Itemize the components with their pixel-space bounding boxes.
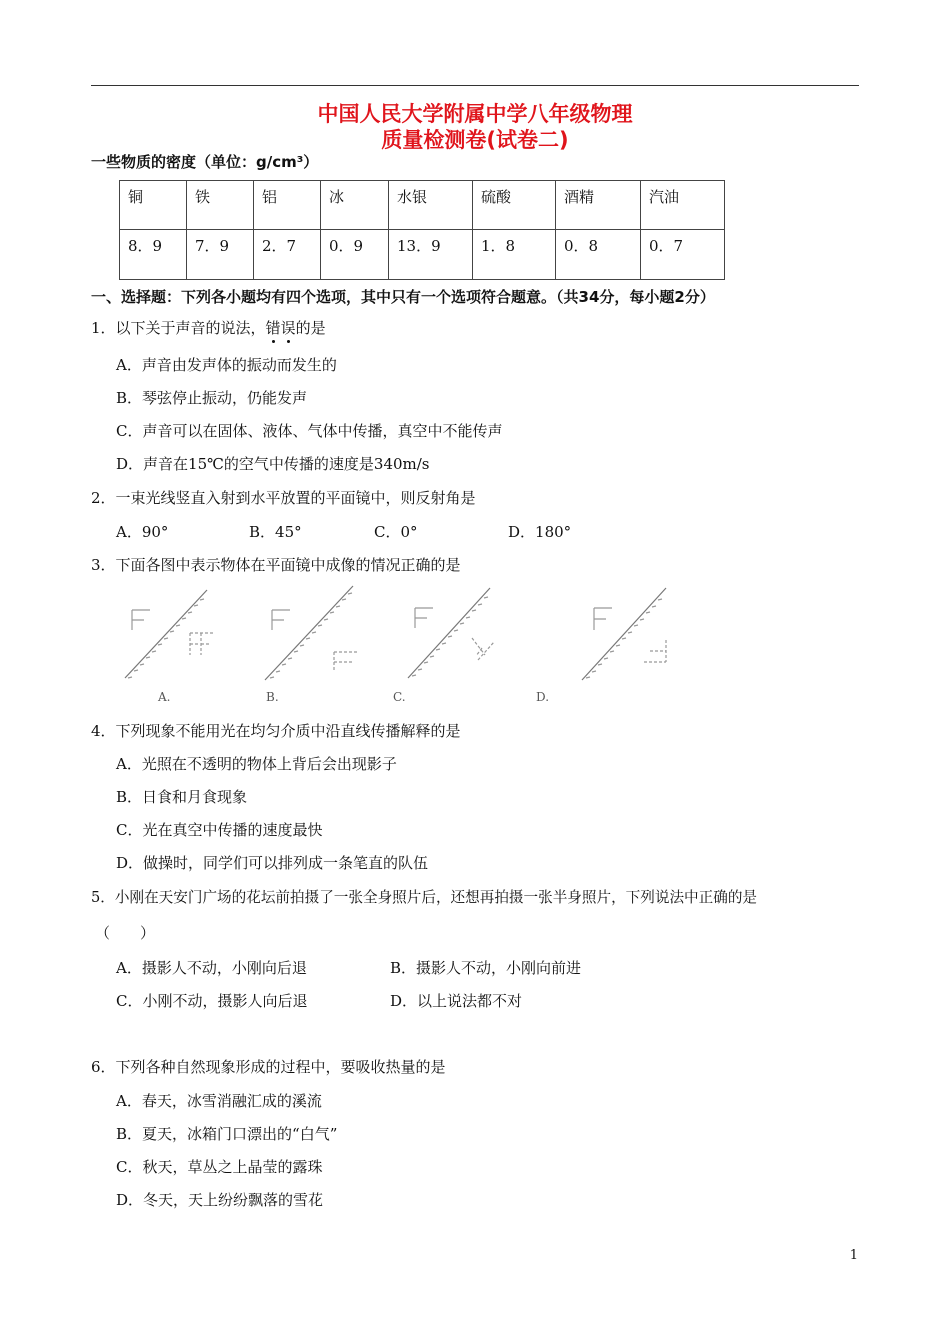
density-substance: 硫酸	[473, 181, 556, 230]
density-value: 0．7	[641, 230, 725, 280]
density-substance: 铁	[187, 181, 254, 230]
question-1-stem-text: 的是	[295, 319, 326, 337]
question-2-stem: 2．一束光线竖直入射到水平放置的平面镜中，则反射角是	[91, 489, 476, 507]
question-2-option-d: D．180°	[508, 523, 572, 541]
density-caption: 一些物质的密度（单位：g/cm³）	[91, 153, 319, 171]
question-1-stem-text: 1．以下关于声音的说法，	[91, 319, 266, 337]
question-5-option-a: A．摄影人不动，小刚向后退	[116, 959, 307, 977]
density-value: 8．9	[120, 230, 187, 280]
density-substance: 水银	[389, 181, 473, 230]
question-2-option-b: B．45°	[249, 523, 302, 541]
density-value: 7．9	[187, 230, 254, 280]
question-6-option-d: D．冬天，天上纷纷飘落的雪花	[116, 1191, 324, 1209]
density-substance: 铜	[120, 181, 187, 230]
question-1-option-a: A．声音由发声体的振动而发生的	[116, 356, 337, 374]
density-value: 0．8	[556, 230, 641, 280]
mirror-image-figures	[110, 580, 690, 705]
question-5-option-c: C．小刚不动，摄影人向后退	[116, 992, 308, 1010]
figure-c-label: C.	[393, 690, 406, 704]
question-2-option-c: C．0°	[374, 523, 418, 541]
emphasis-char	[281, 319, 296, 337]
figure-b-diagram	[265, 586, 358, 680]
density-substance: 铝	[254, 181, 321, 230]
emphasis-dot	[287, 340, 290, 343]
density-table	[119, 180, 725, 280]
question-4-option-b: B．日食和月食现象	[116, 788, 248, 806]
question-5-option-d: D．以上说法都不对	[390, 992, 523, 1010]
question-6-option-c: C．秋天，草丛之上晶莹的露珠	[116, 1158, 323, 1176]
density-value: 1．8	[473, 230, 556, 280]
density-substance: 汽油	[641, 181, 725, 230]
question-1-option-c: C．声音可以在固体、液体、气体中传播，真空中不能传声	[116, 422, 503, 440]
question-6-stem: 6．下列各种自然现象形成的过程中，要吸收热量的是	[91, 1058, 446, 1076]
question-5-option-b: B．摄影人不动，小刚向前进	[390, 959, 582, 977]
question-4-option-a: A．光照在不透明的物体上背后会出现影子	[116, 755, 397, 773]
question-4-option-d: D．做操时，同学们可以排列成一条笔直的队伍	[116, 854, 429, 872]
figure-a-diagram	[125, 590, 214, 678]
page-title-line2: 质量检测卷(试卷二)	[381, 128, 569, 152]
figure-a-label: A.	[158, 690, 171, 704]
header-rule	[91, 85, 859, 86]
density-substance: 酒精	[556, 181, 641, 230]
question-1-option-d: D．声音在15℃的空气中传播的速度是340m/s	[116, 455, 430, 473]
density-value: 0．9	[321, 230, 389, 280]
question-2-option-a: A．90°	[116, 523, 169, 541]
density-header-row	[120, 181, 725, 230]
density-substance: 冰	[321, 181, 389, 230]
section-heading: 一、选择题：下列各小题均有四个选项，其中只有一个选项符合题意。（共34分，每小题2分）	[91, 288, 715, 306]
question-1-stem	[91, 317, 326, 338]
page-number: 1	[849, 1248, 858, 1263]
emphasis-char-text: 错	[265, 319, 281, 337]
emphasis-char	[266, 319, 281, 337]
figure-d-label: D.	[536, 690, 550, 704]
emphasis-char-text: 误	[280, 319, 296, 337]
figure-b-label: B.	[266, 690, 279, 704]
density-value: 13．9	[389, 230, 473, 280]
page-title-line1: 中国人民大学附属中学八年级物理	[317, 102, 633, 126]
figure-c-diagram	[408, 588, 494, 678]
emphasis-dot	[272, 340, 275, 343]
question-6-option-b: B．夏天，冰箱门口漂出的“白气”	[116, 1125, 338, 1143]
density-value-row	[120, 230, 725, 280]
figure-d-diagram	[582, 588, 666, 680]
question-4-option-c: C．光在真空中传播的速度最快	[116, 821, 323, 839]
question-4-stem: 4．下列现象不能用光在均匀介质中沿直线传播解释的是	[91, 722, 461, 740]
question-3-stem: 3．下面各图中表示物体在平面镜中成像的情况正确的是	[91, 556, 461, 574]
question-6-option-a: A．春天，冰雪消融汇成的溪流	[116, 1092, 322, 1110]
density-value: 2．7	[254, 230, 321, 280]
question-1-option-b: B．琴弦停止振动，仍能发声	[116, 389, 308, 407]
question-5-stem: 5．小刚在天安门广场的花坛前拍摄了一张全身照片后，还想再拍摄一张半身照片，下列说法中正确的是	[91, 889, 758, 906]
question-5-answer-blank: （ ）	[95, 924, 156, 942]
